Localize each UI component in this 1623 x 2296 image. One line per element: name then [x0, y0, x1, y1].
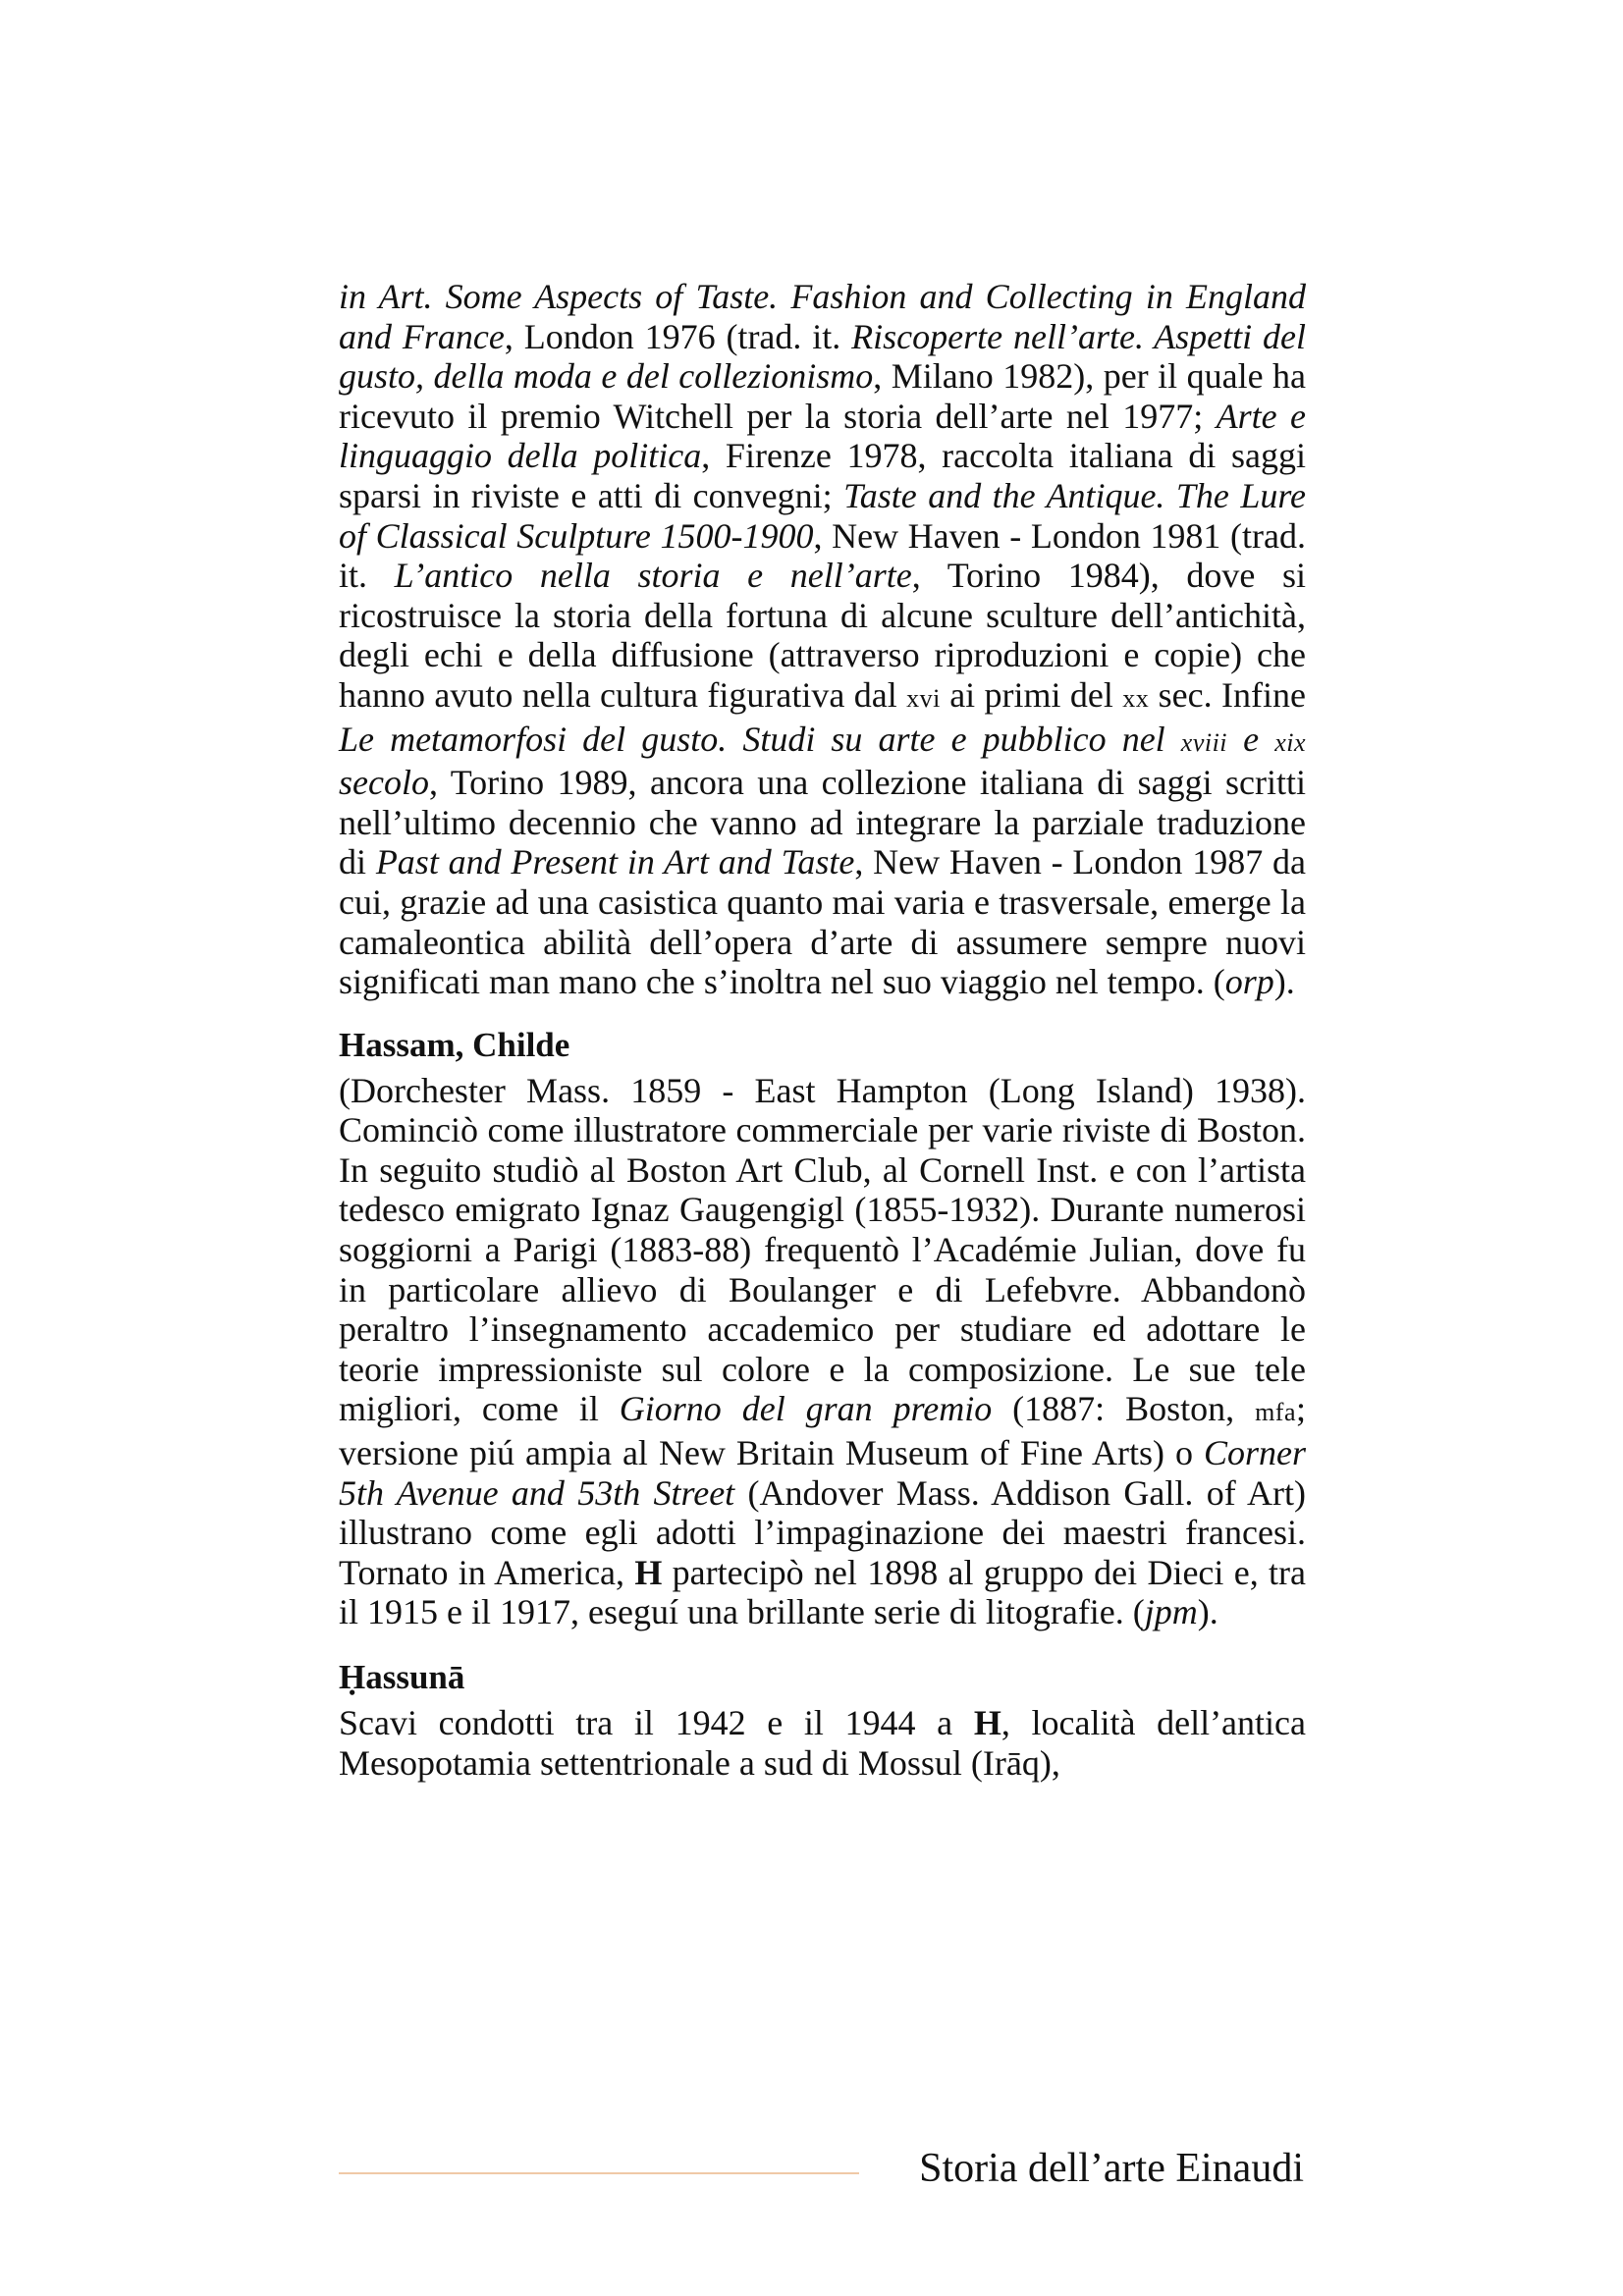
text-run: mfa [1255, 1398, 1296, 1427]
text-run: xx [1122, 683, 1150, 713]
text-run: Riscoperte nell’arte. Aspetti del gusto, della moda e del collezionismo [339, 316, 1306, 397]
text-run: , località dell’antica Mesopotamia settentrionale a sud di Mossul (Irāq), [339, 1703, 1306, 1783]
text-run: H [634, 1552, 663, 1592]
entry-heading-hassam: Hassam, Childe [339, 1025, 570, 1064]
text-run: , Milano 1982), per il quale ha ricevuto il premio Witchell per la storia dell’arte nel 1977; [339, 356, 1307, 436]
text-run: xviii [1180, 727, 1228, 757]
text-run: , New Haven - London 1987 da cui, grazie ad una casistica quanto mai varia e trasversale, emerge la camaleontica abilità dell’opera d’arte di assumere sempre nuovi significati man mano che s’inoltra nel suo viaggio nel tempo. ( [339, 842, 1306, 1002]
text-run: sec. Infine [1149, 674, 1306, 715]
entry-body-hassam [339, 1071, 1306, 1632]
text-run: ai primi del [940, 674, 1123, 715]
text-run: ; versione piú ampia al New Britain Museum of Fine Arts) o [339, 1389, 1307, 1473]
text-run: ). [1273, 962, 1295, 1002]
entry-heading-hassuna: Ḥassunā [339, 1658, 465, 1696]
text-run: , Firenze 1978, raccolta italiana di saggi sparsi in riviste e atti di convegni; [339, 436, 1306, 515]
text-run: orp [1224, 962, 1274, 1002]
entry-body-hassuna [339, 1703, 1306, 1783]
text-run: Giorno del gran premio [619, 1389, 993, 1429]
text-run: jpm [1144, 1592, 1198, 1632]
text-run: Arte e linguaggio della politica [339, 396, 1306, 476]
text-run: , London 1976 (trad. it. [504, 316, 852, 356]
footer-rule [339, 2172, 859, 2174]
text-run: , Torino 1989, ancora una collezione italiana di saggi scritti nell’ultimo decennio che vanno ad integrare la parziale traduzione di [339, 763, 1306, 882]
text-run: e [1227, 719, 1275, 759]
text-run: , Torino 1984), dove si ricostruisce la storia della fortuna di alcune sculture dell’antichità, degli echi e della diffusione (attraverso riproduzioni e copie) che hanno avuto nella cultura figurativa dal [339, 556, 1306, 715]
text-run: Taste and the Antique. The Lure of Classical Sculpture 1500-1900 [339, 475, 1306, 556]
text-run: Scavi condotti tra il 1942 e il 1944 a [339, 1703, 974, 1742]
footer-title: Storia dell’arte Einaudi [919, 2146, 1304, 2191]
text-run: xvi [906, 683, 941, 713]
text-run: Le metamorfosi del gusto. Studi su arte e pubblico nel [339, 719, 1181, 759]
text-run: Past and Present in Art and Taste [375, 842, 855, 882]
text-run: xix [1274, 727, 1307, 757]
continuation-paragraph [339, 277, 1306, 1002]
text-run: secolo [339, 763, 429, 803]
text-run: ). [1197, 1592, 1218, 1632]
text-run: in Art. Some Aspects of Taste. Fashion and Collecting in England and France [339, 277, 1306, 356]
text-run: L’antico nella storia e nell’arte [394, 556, 912, 596]
text-run: partecipò nel 1898 al gruppo dei Dieci e, tra il 1915 e il 1917, eseguí una brillante serie di litografie. ( [339, 1552, 1306, 1632]
text-run: H [973, 1703, 1001, 1742]
text-column [339, 277, 1306, 1783]
text-run: , New Haven - London 1981 (trad. it. [339, 515, 1306, 596]
text-run: (Dorchester Mass. 1859 - East Hampton (Long Island) 1938). Cominciò come illustratore commerciale per varie riviste di Boston. In seguito studiò al Boston Art Club, al Cornell Inst. e con l’artista tedesco emigrato Ignaz Gaugengigl (1855-1932). Durante numerosi soggiorni a Parigi (1883-88) frequentò l’Académie Julian, dove fu in particolare allievo di Boulanger e di Lefebvre. Abbandonò peraltro l’insegnamento accademico per studiare ed adottare le teorie impressioniste sul colore e la composizione. Le sue tele migliori, come il [339, 1070, 1306, 1429]
text-run: Corner 5th Avenue and 53th Street [339, 1433, 1306, 1513]
text-run: (1887: Boston, [992, 1389, 1256, 1429]
text-run: (Andover Mass. Addison Gall. of Art) illustrano come egli adotti l’impaginazione dei maestri francesi. Tornato in America, [339, 1472, 1306, 1592]
